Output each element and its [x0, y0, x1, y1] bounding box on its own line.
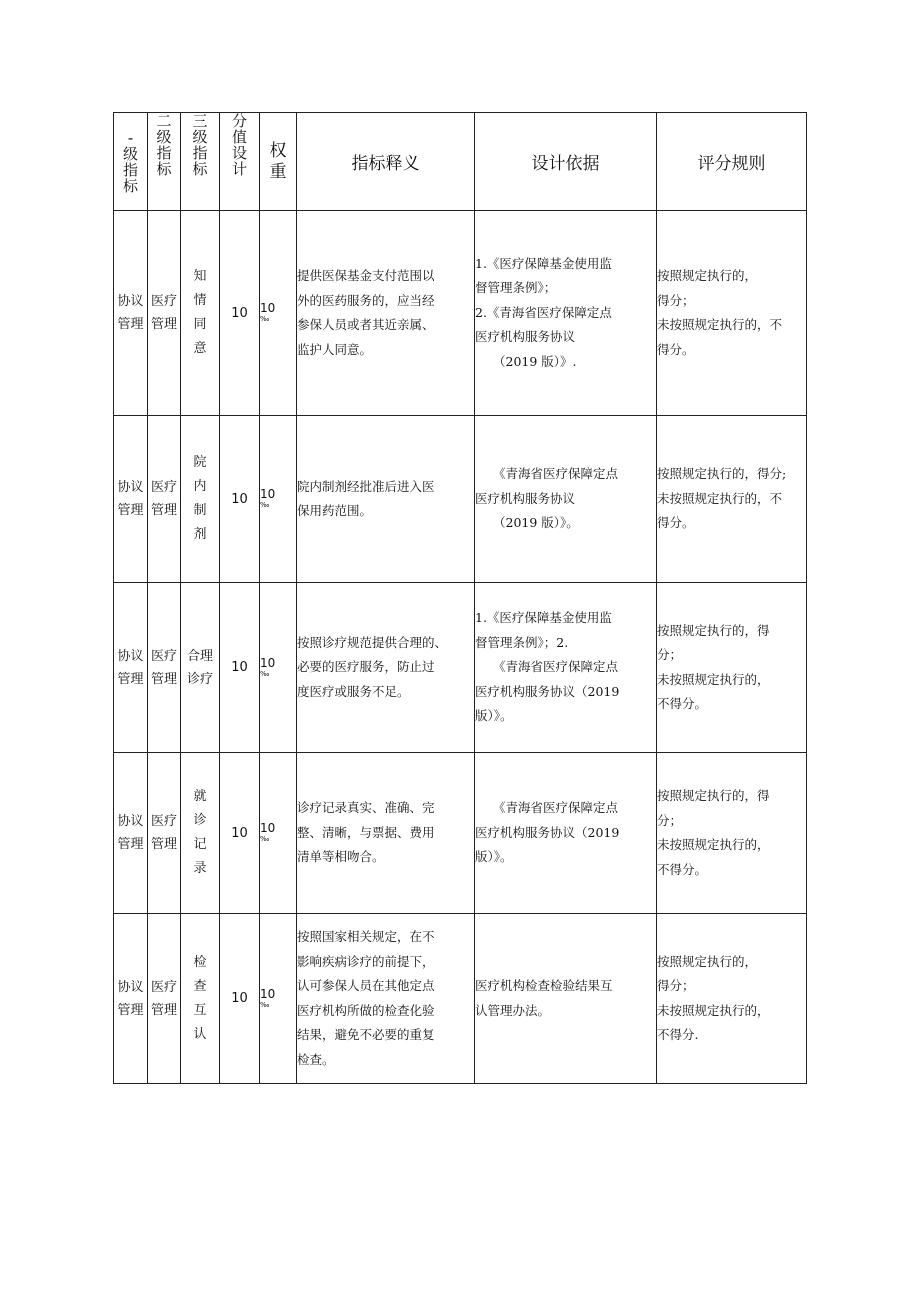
cell-text: 管理: [117, 503, 144, 518]
indicator-table: [113, 112, 807, 1084]
definition-cell: [297, 211, 475, 416]
cell-text: 制: [193, 503, 207, 518]
header-level2: [148, 113, 181, 211]
cell-text: 督管理条例》；: [475, 280, 557, 296]
score-cell: 10: [220, 583, 260, 753]
rule-cell: [657, 914, 807, 1084]
weight-cell: [260, 753, 297, 914]
weight-unit: ‰: [260, 835, 270, 843]
cell-text: 不得分。: [657, 696, 708, 711]
cell-text: 清单等相吻合。: [297, 849, 385, 865]
weight-cell: [260, 583, 297, 753]
header-char: 标: [192, 160, 208, 178]
header-char: 二: [156, 112, 172, 130]
basis-cell: [475, 583, 657, 753]
cell-text: 管理: [150, 1002, 177, 1018]
cell-text: 按照规定执行的，: [657, 268, 758, 283]
cell-text: 医疗机构所做的检查化验: [297, 1002, 435, 1018]
weight-cell: [260, 914, 297, 1084]
cell-text: 查: [193, 978, 207, 994]
cell-text: 得分；: [657, 978, 695, 993]
cell-text: 分；: [657, 647, 683, 662]
cell-text: 管理: [117, 837, 144, 852]
cell-text: 剂: [193, 527, 207, 542]
cell-text: 保用药范围。: [297, 503, 373, 518]
header-char: 标: [156, 160, 172, 178]
cell-text: 管理: [117, 1002, 144, 1018]
level1-cell: [114, 583, 148, 753]
table-row: [114, 753, 807, 914]
cell-text: 认管理办法。: [475, 1002, 551, 1018]
level3-cell: [181, 416, 220, 583]
cell-text: 得分。: [657, 341, 695, 357]
header-char: 设: [231, 144, 247, 162]
header-char: 值: [231, 128, 247, 146]
header-definition: 指标释义: [297, 113, 475, 211]
cell-text: 检: [193, 954, 207, 970]
cell-text: （2019 版）》.: [493, 353, 577, 369]
cell-text: 未按照规定执行的，不: [657, 490, 783, 506]
cell-text: 度医疗或服务不足。: [297, 683, 410, 699]
basis-cell: [475, 753, 657, 914]
cell-text: 2.《青海省医疗保障定点: [475, 304, 612, 320]
weight-unit: ‰: [260, 501, 270, 509]
header-char: 标: [122, 176, 138, 195]
cell-text: 医疗: [150, 294, 177, 309]
level2-cell: [148, 583, 181, 753]
cell-text: （2019 版）》。: [493, 515, 579, 531]
cell-text: 协议: [117, 979, 144, 995]
cell-text: 《青海省医疗保障定点: [493, 466, 619, 482]
level2-cell: [148, 416, 181, 583]
cell-text: 版）》。: [475, 708, 513, 724]
cell-text: 按照规定执行的，: [657, 953, 758, 969]
cell-text: 医疗机构服务协议: [475, 490, 576, 506]
cell-text: 协议: [117, 648, 144, 664]
cell-text: 未按照规定执行的，不: [657, 317, 783, 332]
table-row: [114, 416, 807, 583]
weight-cell: [260, 211, 297, 416]
weight-cell: [260, 416, 297, 583]
header-char: 级: [192, 128, 208, 146]
level1-cell: [114, 211, 148, 416]
header-char: 指: [156, 144, 172, 162]
cell-text: 《青海省医疗保障定点: [493, 659, 619, 675]
weight-value: 10: [260, 301, 276, 315]
cell-text: 必要的医疗服务，防止过: [297, 659, 435, 675]
score-cell: 10: [220, 753, 260, 914]
level2-cell: [148, 211, 181, 416]
cell-text: 管理: [150, 503, 177, 518]
basis-cell: [475, 914, 657, 1084]
header-char: 分: [231, 112, 247, 130]
cell-text: 认: [193, 1026, 207, 1042]
definition-cell: [297, 416, 475, 583]
level3-cell: [181, 914, 220, 1084]
cell-text: 合理: [186, 648, 213, 664]
level1-cell: [114, 753, 148, 914]
cell-text: 管理: [117, 671, 144, 687]
cell-text: 管理: [150, 837, 177, 852]
cell-text: 督管理条例》；2.: [475, 634, 569, 650]
cell-text: 版）》。: [475, 849, 513, 865]
cell-text: 未按照规定执行的，: [657, 1002, 770, 1018]
cell-text: 医疗机构检查检验结果互: [475, 978, 613, 993]
cell-text: 1.《医疗保障基金使用监: [475, 255, 612, 271]
rule-cell: [657, 753, 807, 914]
cell-text: 外的医药服务的，应当经: [297, 292, 435, 308]
cell-text: 按照诊疗规范提供合理的、: [297, 634, 448, 650]
cell-text: 医疗: [150, 480, 177, 495]
cell-text: 医疗机构服务协议（2019: [475, 683, 620, 699]
weight-value: 10: [260, 487, 276, 501]
level1-cell: [114, 914, 148, 1084]
header-weight: [260, 113, 297, 211]
rule-cell: [657, 583, 807, 753]
cell-text: 医疗: [150, 648, 177, 664]
cell-text: 得分。: [657, 515, 695, 531]
cell-text: 按照规定执行的，得: [657, 788, 770, 803]
rule-cell: [657, 416, 807, 583]
level3-cell: [181, 583, 220, 753]
score-cell: 10: [220, 914, 260, 1084]
table-row: [114, 211, 807, 416]
header-row: [114, 113, 807, 211]
cell-text: 意: [193, 341, 207, 356]
header-level3: [181, 113, 220, 211]
cell-text: 不得分。: [657, 861, 708, 877]
definition-cell: [297, 914, 475, 1084]
cell-text: 参保人员或者其近亲属、: [297, 317, 435, 332]
cell-text: 协议: [117, 480, 144, 495]
cell-text: 就: [193, 789, 207, 804]
cell-text: 认可参保人员在其他定点: [297, 978, 435, 993]
cell-text: 诊: [193, 813, 207, 828]
header-score-design: [220, 113, 260, 211]
basis-cell: [475, 416, 657, 583]
cell-text: 协议: [117, 814, 144, 829]
cell-text: 检查。: [297, 1051, 335, 1067]
cell-text: 提供医保基金支付范围以: [297, 268, 435, 283]
header-char: 重: [269, 161, 287, 182]
cell-text: 院内制剂经批准后进入医: [297, 478, 435, 494]
score-cell: 10: [220, 416, 260, 583]
weight-value: 10: [260, 655, 276, 670]
level1-cell: [114, 416, 148, 583]
cell-text: 记: [193, 837, 207, 852]
cell-text: 诊疗记录真实、准确、完: [297, 800, 435, 816]
cell-text: 未按照规定执行的，: [657, 837, 770, 852]
cell-text: 《青海省医疗保障定点: [493, 800, 619, 816]
weight-unit: ‰: [260, 315, 270, 323]
cell-text: 医疗机构服务协议（2019: [475, 824, 620, 840]
cell-text: 医疗: [150, 979, 177, 995]
cell-text: 未按照规定执行的，: [657, 671, 770, 687]
level3-cell: [181, 211, 220, 416]
table-row: [114, 914, 807, 1084]
cell-text: 协议: [117, 294, 144, 309]
header-level1: [114, 113, 148, 211]
cell-text: 分；: [657, 812, 683, 828]
cell-text: 按照国家相关规定，在不: [297, 929, 435, 944]
cell-text: 按照规定执行的，得: [657, 622, 770, 638]
header-char: 级: [156, 128, 172, 146]
weight-unit: ‰: [260, 1000, 270, 1009]
cell-text: 院: [193, 455, 207, 470]
header-basis: 设计依据: [475, 113, 657, 211]
cell-text: 按照规定执行的，得分;: [657, 466, 787, 482]
basis-cell: [475, 211, 657, 416]
cell-text: 管理: [117, 317, 144, 332]
weight-unit: ‰: [260, 669, 270, 678]
cell-text: 1.《医疗保障基金使用监: [475, 610, 612, 626]
cell-text: 整、清晰，与票据、费用: [297, 824, 435, 840]
table-row: [114, 583, 807, 753]
definition-cell: [297, 753, 475, 914]
cell-text: 得分；: [657, 292, 695, 308]
cell-text: 诊疗: [186, 671, 213, 687]
cell-text: 管理: [150, 317, 177, 332]
header-char: 级: [122, 144, 138, 163]
cell-text: 管理: [150, 671, 177, 687]
cell-text: 知: [193, 269, 207, 284]
cell-text: 监护人同意。: [297, 341, 373, 357]
weight-value: 10: [260, 986, 276, 1001]
cell-text: 影响疾病诊疗的前提下，: [297, 953, 435, 969]
cell-text: 同: [193, 317, 207, 332]
cell-text: 结果，避免不必要的重复: [297, 1027, 435, 1042]
cell-text: 不得分.: [657, 1027, 699, 1042]
cell-text: 情: [193, 293, 207, 308]
header-rule: 评分规则: [657, 113, 807, 211]
weight-value: 10: [260, 821, 276, 835]
cell-text: 互: [193, 1002, 207, 1018]
level2-cell: [148, 914, 181, 1084]
cell-text: 医疗机构服务协议: [475, 329, 576, 345]
header-char: 指: [122, 160, 138, 179]
rule-cell: [657, 211, 807, 416]
definition-cell: [297, 583, 475, 753]
score-cell: 10: [220, 211, 260, 416]
cell-text: 医疗: [150, 814, 177, 829]
header-char: -: [127, 128, 134, 147]
cell-text: 内: [193, 479, 207, 494]
cell-text: 录: [193, 861, 207, 876]
header-char: 计: [231, 160, 247, 178]
header-char: 权: [269, 140, 287, 161]
header-char: 三: [192, 112, 208, 130]
header-char: 指: [192, 144, 208, 162]
level2-cell: [148, 753, 181, 914]
level3-cell: [181, 753, 220, 914]
